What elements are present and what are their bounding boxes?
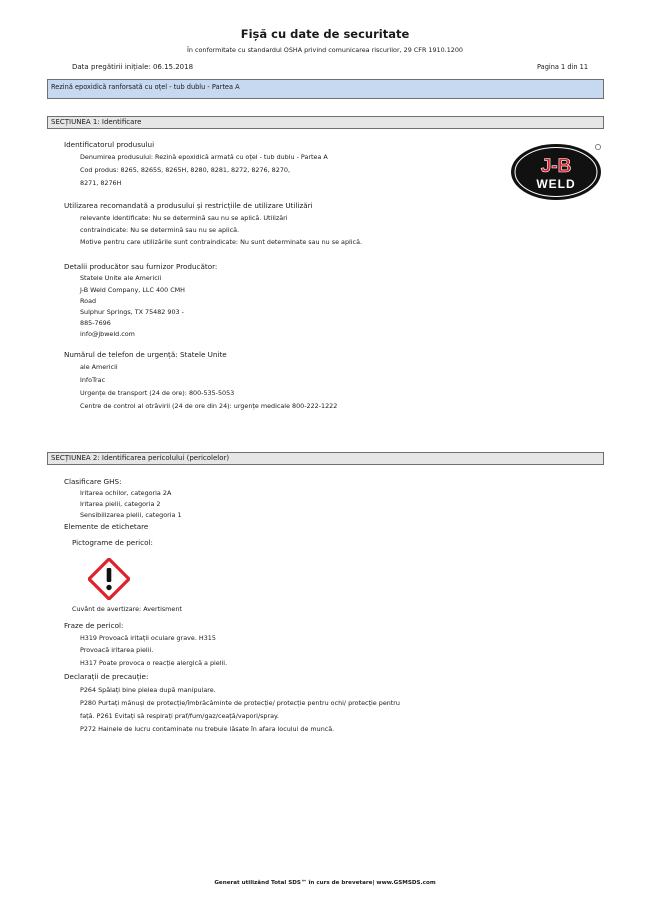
section-1-heading: SECȚIUNEA 1: Identificare [47, 116, 604, 129]
ghs-item: Iritarea ochilor, categoria 2A [80, 489, 172, 497]
logo-weld-text: WELD [536, 177, 576, 191]
use-line-2: contraindicate: Nu se determină sau nu se aplică. [80, 226, 240, 234]
document-title: Fișă cu date de securitate [240, 27, 410, 41]
precautionary-statement: față. P261 Evitați să respirați praf/fum/gaz/ceață/vapori/spray. [80, 712, 279, 720]
page-footer: Generat utilizând Total SDS™ în curs de brevetare| www.GSMSDS.com [214, 880, 436, 886]
signal-word: Cuvânt de avertizare: Avertisment [72, 605, 182, 613]
ghs-item: Sensibilizarea pielii, categoria 1 [80, 511, 182, 519]
hazard-statements-title: Fraze de pericol: [64, 621, 124, 630]
logo-jb-text: J-B [540, 156, 572, 177]
hazard-statement: Provoacă iritarea pielii. [80, 646, 154, 654]
exclamation-mark-icon [88, 558, 130, 600]
section-2-heading: SECȚIUNEA 2: Identificarea pericolului (pericolelor) [47, 452, 604, 465]
product-name: Denumirea produsului: Rezină epoxidică armată cu oțel - tub dublu - Partea A [80, 153, 328, 161]
manufacturer-company: J-B Weld Company, LLC 400 CMH [80, 286, 185, 294]
product-codes-line-1: Cod produs: 8265, 8265S, 8265H, 8280, 8281, 8272, 8276, 8270, [80, 166, 290, 174]
use-line-3: Motive pentru care utilizările sunt contraindicate: Nu sunt determinate sau nu se aplică. [80, 238, 363, 246]
product-identifier-title: Identificatorul produsului [64, 140, 155, 149]
use-title: Utilizarea recomandată a produsului și restricțiile de utilizare Utilizări [64, 201, 313, 210]
emergency-line-1: ale Americii [80, 363, 118, 371]
emergency-line-2: InfoTrac [80, 376, 106, 384]
manufacturer-city: Sulphur Springs, TX 75482 903 - [80, 308, 184, 316]
label-elements-title: Elemente de etichetare [64, 522, 149, 531]
product-codes-line-2: 8271, 8276H [80, 179, 122, 187]
ghs-classification-title: Clasificare GHS: [64, 477, 122, 486]
manufacturer-road: Road [80, 297, 97, 305]
precautionary-statement: P264 Spălați bine pielea după manipulare. [80, 686, 216, 694]
precautionary-statement: P280 Purtați mănuși de protecție/îmbrăcăminte de protecție/ protecție pentru ochi/ protecție pentru [80, 699, 400, 707]
emergency-line-4: Centre de control al otrăvirii (24 de ore din 24): urgențe medicale 800-222-1222 [80, 402, 338, 410]
use-line-1: relevante identificate: Nu se determină sau nu se aplică. Utilizări [80, 214, 288, 222]
manufacturer-country: Statele Unite ale Americii [80, 274, 162, 282]
document-subtitle: În conformitate cu standardul OSHA privind comunicarea riscurilor, 29 CFR 1910.1200 [187, 46, 463, 54]
emergency-title: Numărul de telefon de urgență: Statele Unite [64, 350, 227, 359]
manufacturer-email[interactable]: info@jbweld.com [80, 330, 135, 338]
jb-weld-logo [510, 141, 603, 201]
hazard-statement: H319 Provoacă iritații oculare grave. H315 [80, 634, 216, 642]
pictograms-title: Pictograme de pericol: [72, 538, 153, 547]
precautionary-statement: P272 Hainele de lucru contaminate nu trebuie lăsate în afara locului de muncă. [80, 725, 335, 733]
product-name-bar: Rezină epoxidică ranforsată cu oțel - tub dublu - Partea A [47, 79, 604, 99]
emergency-line-3: Urgențe de transport (24 de ore): 800-535-5053 [80, 389, 235, 397]
jb-weld-logo-graphic [510, 141, 603, 201]
page-number: Pagina 1 din 11 [537, 63, 589, 71]
manufacturer-phone: 885-7696 [80, 319, 111, 327]
precautionary-title: Declarații de precauție: [64, 672, 149, 681]
ghs-item: Iritarea pielii, categoria 2 [80, 500, 161, 508]
hazard-statement: H317 Poate provoca o reacție alergică a pielii. [80, 659, 228, 667]
preparation-date: Data pregătirii inițiale: 06.15.2018 [72, 63, 194, 71]
manufacturer-title: Detalii producător sau furnizor Producător: [64, 262, 218, 271]
